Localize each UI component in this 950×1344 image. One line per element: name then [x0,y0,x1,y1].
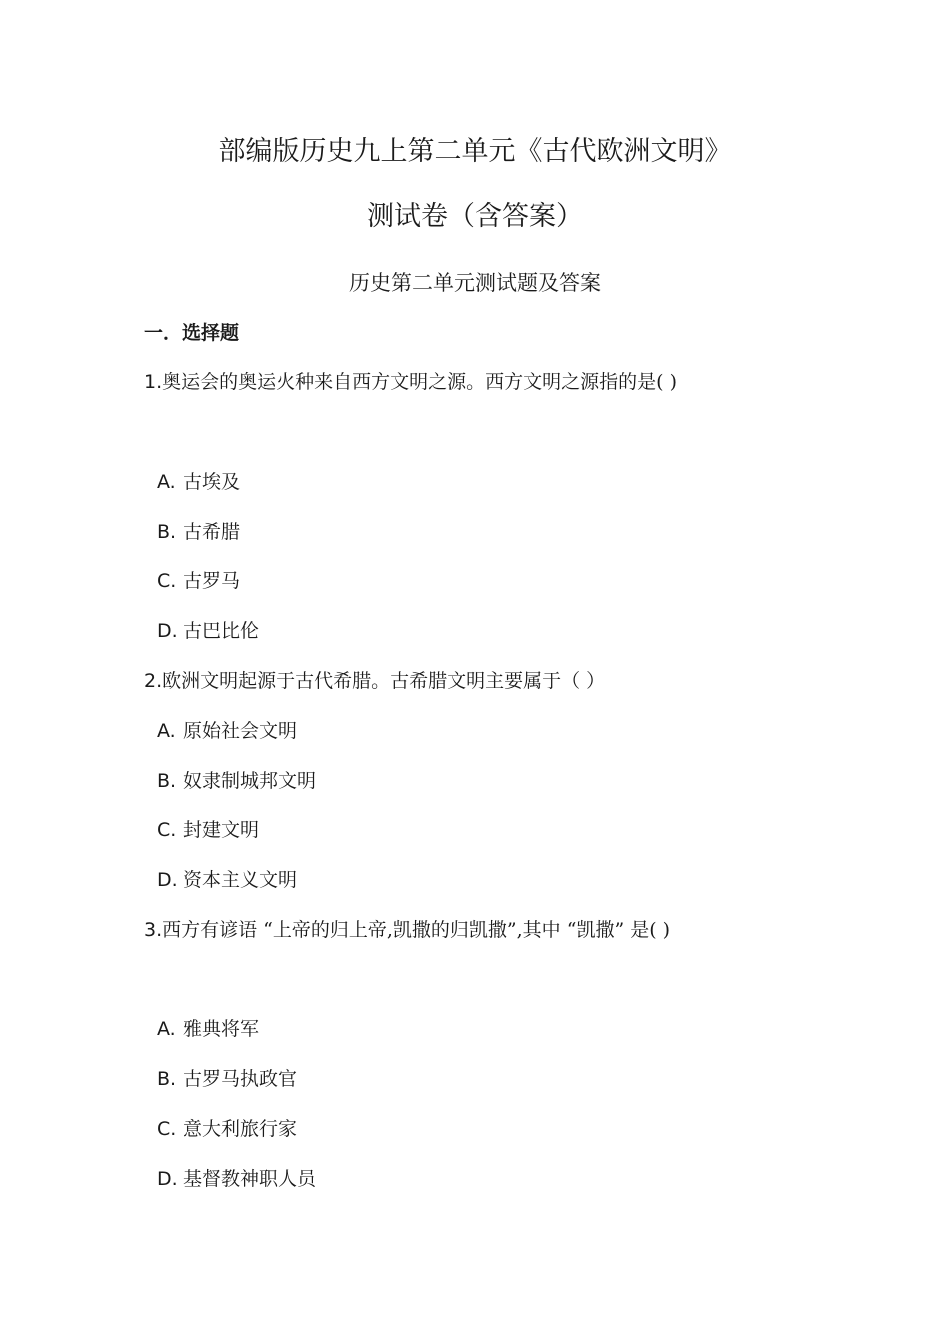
option-text: 古巴比伦 [183,620,260,642]
option-letter: B. [157,521,177,543]
option-text: 基督教神职人员 [183,1168,317,1190]
option-letter: D. [157,869,178,891]
option-letter: B. [157,770,177,792]
option-text: 奴隶制城邦文明 [183,770,317,792]
option-text: 古希腊 [183,521,241,543]
option-text: 古罗马 [183,570,241,592]
option-letter: C. [157,570,177,592]
question-2-option-a [157,717,297,745]
option-text: 原始社会文明 [183,720,298,742]
option-letter: A. [157,720,176,742]
option-letter: D. [157,1168,178,1190]
document-subtitle: 历史第二单元测试题及答案 [349,271,601,295]
option-letter: C. [157,819,177,841]
question-3-option-b [157,1065,297,1093]
document-title-line-2: 测试卷（含答案） [367,201,583,232]
question-3-option-d [157,1165,316,1193]
option-text: 古罗马执政官 [183,1068,298,1090]
option-text: 封建文明 [183,819,260,841]
option-letter: A. [157,1018,176,1040]
question-1-option-b [157,518,240,546]
option-text: 意大利旅行家 [183,1118,298,1140]
question-2-option-d [157,866,297,894]
option-letter: B. [157,1068,177,1090]
question-1-option-a [157,468,240,496]
question-2-option-b [157,767,316,795]
question-3-option-c [157,1115,297,1143]
question-number: 2. [144,670,163,692]
option-letter: A. [157,471,176,493]
question-number: 3. [144,919,163,941]
section-heading-multiple-choice: 一．选择题 [144,322,240,344]
document-title-line-1: 部编版历史九上第二单元《古代欧洲文明》 [218,136,732,167]
option-letter: C. [157,1118,177,1140]
question-3-option-a [157,1015,259,1043]
option-letter: D. [157,620,178,642]
option-text: 古埃及 [183,471,241,493]
option-text: 雅典将军 [183,1018,260,1040]
question-number: 1. [144,371,163,393]
question-text: 奥运会的奥运火种来自西方文明之源。西方文明之源指的是( ) [162,371,678,393]
question-2-option-c [157,816,259,844]
question-1 [144,368,677,396]
question-2 [144,667,605,695]
question-text: 西方有谚语 “上帝的归上帝,凯撒的归凯撒”,其中 “凯撒” 是( ) [162,919,671,941]
question-1-option-d [157,617,259,645]
question-3 [144,916,670,944]
question-text: 欧洲文明起源于古代希腊。古希腊文明主要属于（ ） [162,670,606,692]
option-text: 资本主义文明 [183,869,298,891]
question-1-option-c [157,567,240,595]
